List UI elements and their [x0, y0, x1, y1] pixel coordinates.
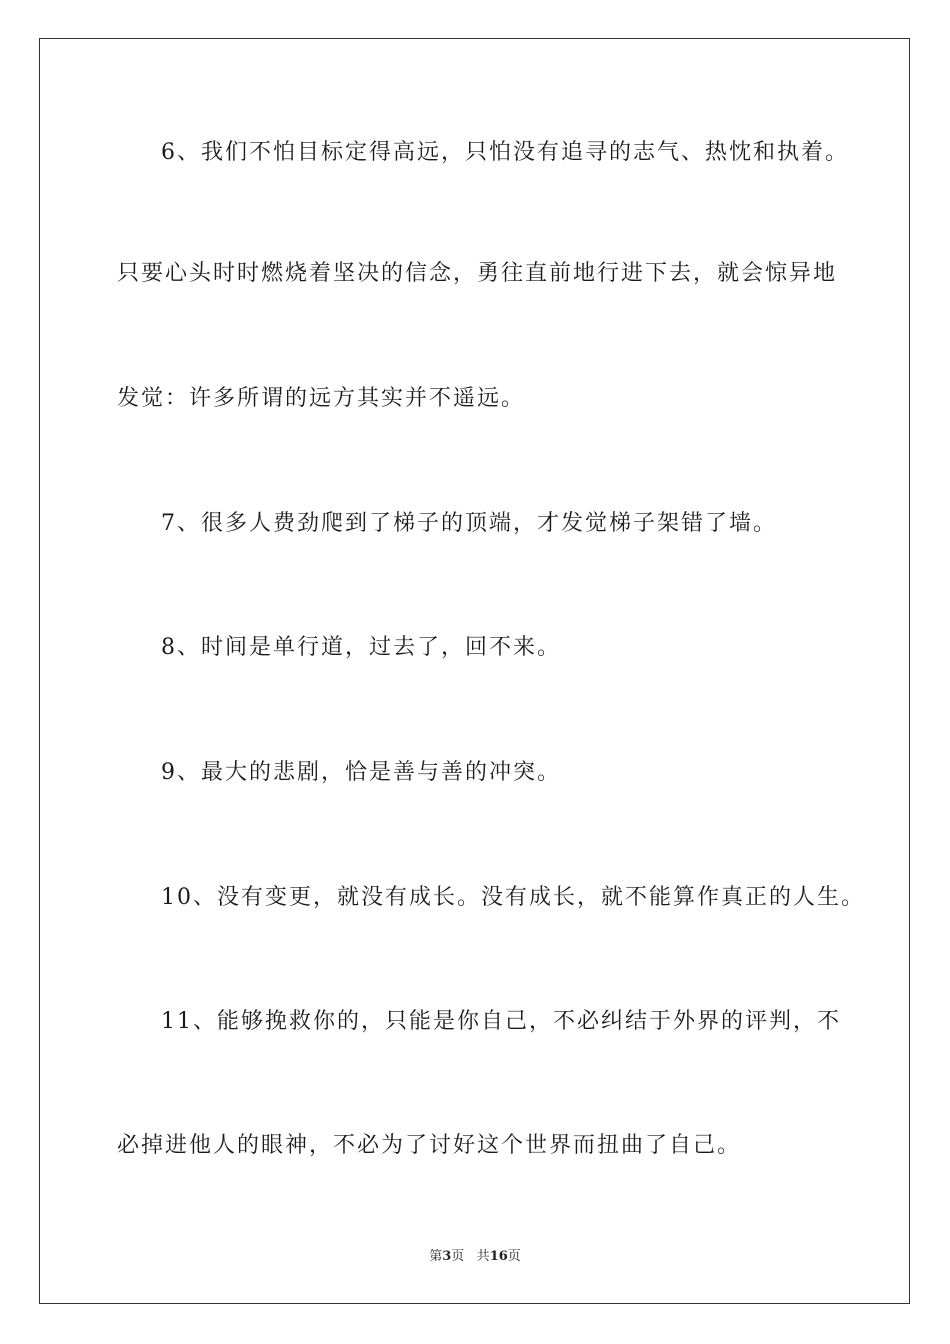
page-prefix: 第	[429, 1249, 443, 1264]
paragraph-6-line-1: 6、我们不怕目标定得高远，只怕没有追寻的志气、热忱和执着。	[161, 140, 849, 165]
page-frame	[39, 38, 910, 1304]
page-suffix: 页	[451, 1249, 465, 1264]
paragraph-11-line-1: 11、能够挽救你的，只能是你自己，不必纠结于外界的评判，不	[161, 1009, 841, 1034]
paragraph-10: 10、没有变更，就没有成长。没有成长，就不能算作真正的人生。	[161, 885, 865, 910]
total-suffix: 页	[507, 1249, 521, 1264]
paragraph-9: 9、最大的悲剧，恰是善与善的冲突。	[161, 760, 561, 785]
paragraph-11-line-2: 必掉进他人的眼神，不必为了讨好这个世界而扭曲了自己。	[117, 1133, 742, 1158]
total-prefix: 共	[476, 1249, 490, 1264]
page-number: 3	[442, 1249, 452, 1264]
total-pages: 16	[489, 1249, 508, 1264]
paragraph-6-line-3: 发觉：许多所谓的远方其实并不遥远。	[117, 386, 526, 411]
page-footer	[0, 1248, 950, 1266]
paragraph-8: 8、时间是单行道，过去了，回不来。	[161, 635, 561, 660]
paragraph-7: 7、很多人费劲爬到了梯子的顶端，才发觉梯子架错了墙。	[161, 511, 777, 536]
paragraph-6-line-2: 只要心头时时燃烧着坚决的信念，勇往直前地行进下去，就会惊异地	[117, 261, 838, 286]
